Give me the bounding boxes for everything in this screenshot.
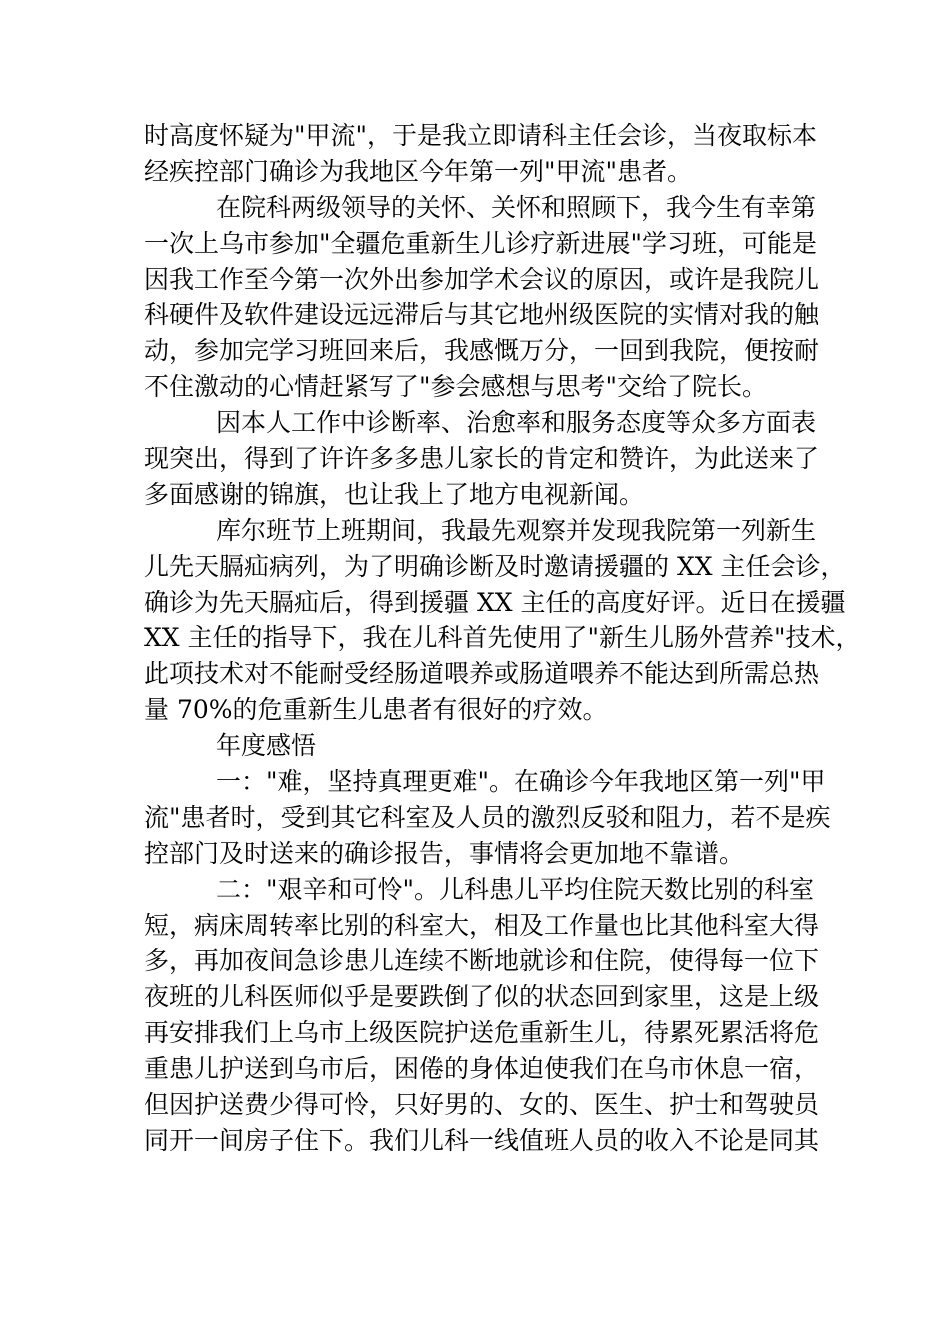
text-line: XX 主任的指导下，我在儿科首先使用了"新生儿肠外营养"技术，	[144, 623, 861, 653]
text-line: 多面感谢的锦旗，也让我上了地方电视新闻。	[144, 479, 645, 509]
text-line: 流"患者时，受到其它科室及人员的激烈反驳和阻力，若不是疾	[144, 802, 831, 832]
text-line: 短，病床周转率比别的科室大，相及工作量也比其他科室大得	[144, 910, 820, 940]
text-line: 量 70%的危重新生儿患者有很好的疗效。	[144, 695, 608, 725]
text-line: 此项技术对不能耐受经肠道喂养或肠道喂养不能达到所需总热	[144, 659, 820, 689]
paragraph-first-line: 二："艰辛和可怜"。儿科患儿平均住院天数比别的科室	[216, 874, 815, 904]
text-line: 一次上乌市参加"全疆危重新生儿诊疗新进展"学习班，可能是	[144, 228, 818, 258]
text-line: 夜班的儿科医师似乎是要跌倒了似的状态回到家里，这是上级	[144, 982, 820, 1012]
text-line: 科硬件及软件建设远远滞后与其它地州级医院的实情对我的触	[144, 300, 820, 330]
text-line: 控部门及时送来的确诊报告，事情将会更加地不靠谱。	[144, 838, 745, 868]
text-line: 时高度怀疑为"甲流"，于是我立即请科主任会诊，当夜取标本	[144, 121, 818, 150]
text-line: 同开一间房子住下。我们儿科一线值班人员的收入不论是同其	[144, 1125, 820, 1155]
text-line: 重患儿护送到乌市后，困倦的身体迫使我们在乌市休息一宿，	[144, 1054, 820, 1084]
text-line: 确诊为先天膈疝后，得到援疆 XX 主任的高度好评。近日在援疆	[144, 587, 846, 617]
text-line: 经疾控部门确诊为我地区今年第一列"甲流"患者。	[144, 156, 692, 186]
text-line: 多，再加夜间急诊患儿连续不断地就诊和住院，使得每一位下	[144, 946, 820, 976]
section-heading: 年度感悟	[216, 731, 317, 761]
text-line: 现突出，得到了许许多多患儿家长的肯定和赞许，为此送来了	[144, 444, 820, 474]
text-line: 再安排我们上乌市上级医院护送危重新生儿，待累死累活将危	[144, 1018, 820, 1048]
text-line: 因我工作至今第一次外出参加学术会议的原因，或许是我院儿	[144, 264, 820, 294]
body-text	[144, 118, 861, 1159]
paragraph-first-line: 因本人工作中诊断率、治愈率和服务态度等众多方面表	[216, 408, 817, 438]
text-line: 但因护送费少得可怜，只好男的、女的、医生、护士和驾驶员	[144, 1090, 820, 1120]
paragraph-first-line: 在院科两级领导的关怀、关怀和照顾下，我今生有幸第	[216, 192, 817, 222]
text-line: 儿先天膈疝病列，为了明确诊断及时邀请援疆的 XX 主任会诊，	[144, 551, 846, 581]
paragraph-first-line: 一："难，坚持真理更难"。在确诊今年我地区第一列"甲	[216, 767, 826, 797]
text-line: 不住激动的心情赶紧写了"参会感想与思考"交给了院长。	[144, 372, 768, 402]
paragraph-first-line: 库尔班节上班期间，我最先观察并发现我院第一列新生	[216, 515, 817, 545]
text-line: 动，参加完学习班回来后，我感慨万分，一回到我院，便按耐	[144, 336, 820, 366]
